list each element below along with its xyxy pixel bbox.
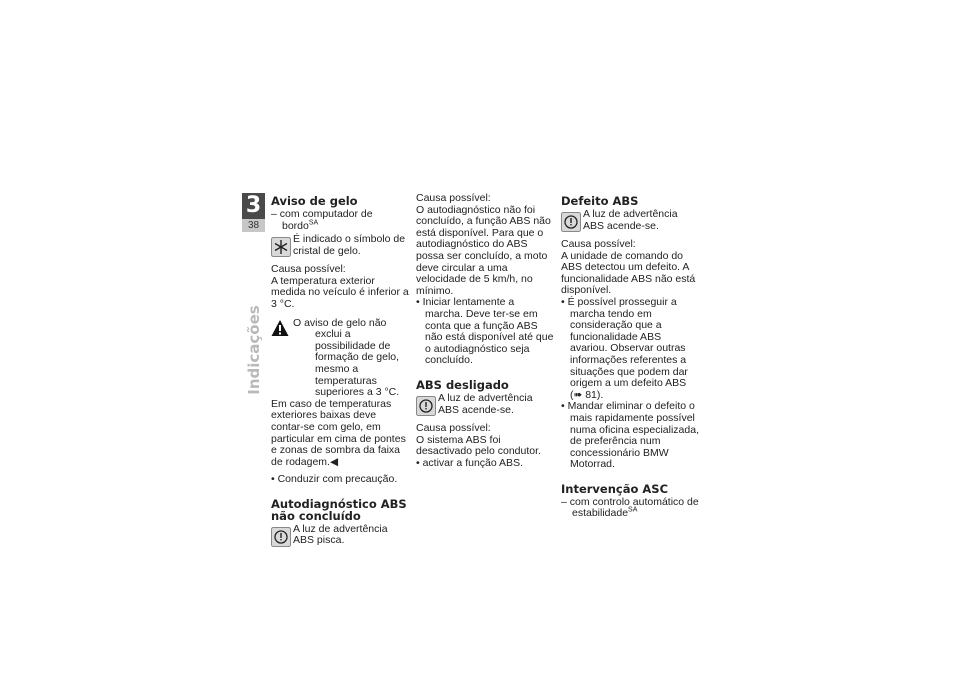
cause-label: Causa possível: [271, 263, 346, 276]
cause-label: Causa possível: [416, 192, 491, 204]
abs-icon-text: A luz de advertência ABS acende-se. [583, 208, 678, 232]
heading-frost-warning: Aviso de gelo [271, 194, 358, 208]
cause-text: O sistema ABS foi desactivado pelo condutor. [416, 433, 541, 458]
cause-text: O autodiagnóstico não foi concluído, a função ABS não está disponível. Para que o autodiagnóstico do ABS possa ser concluído, a moto deve circular a uma velocidade de 5 km/h, no mínimo. [416, 203, 551, 297]
abs-icon-row [561, 209, 699, 233]
abs-warning-icon [416, 396, 436, 416]
heading-autodiag: Autodiagnóstico ABS não concluído [271, 496, 407, 523]
list-item: • É possível prosseguir a marcha tendo em consideração que a funcionalidade ABS avariou. Observar outras informações referentes a situações que podem dar origem a um defeito ABS (➠ 81). [561, 295, 688, 401]
warning-text-2: Em caso de temperaturas exteriores baixas deve contar-se com gelo, em particular em cima de pontes e zonas de sombra da faixa de rodagem.◀ [271, 397, 406, 468]
frost-icon-text: É indicado o símbolo de cristal de gelo. [293, 233, 406, 257]
snowflake-icon [271, 237, 291, 257]
column-1 [271, 195, 409, 548]
chapter-title: Indicações [245, 305, 263, 395]
heading-asc: Intervenção ASC [561, 481, 669, 496]
cause-text: A temperatura exterior medida no veículo é inferior a 3 °C. [271, 274, 409, 310]
abs-icon-text: A luz de advertência ABS pisca. [293, 522, 388, 547]
asc-condition: – com controlo automático de estabilidade$^{SA}$ [561, 495, 699, 520]
chapter-tab [242, 193, 265, 237]
frost-icon-row [271, 234, 409, 258]
cause-label: Causa possível: [561, 238, 636, 250]
column-3 [561, 195, 699, 520]
warning-triangle-icon [271, 319, 289, 337]
page-number: 38 [242, 219, 265, 232]
frost-condition: – com computador de bordo$^{SA}$ [271, 208, 373, 232]
warning-text: O aviso de gelo não exclui a possibilidade de formação de gelo, mesmo a temperaturas superiores a 3 °C. [293, 316, 400, 399]
abs-icon-text: A luz de advertência ABS acende-se. [438, 391, 533, 416]
abs-icon-row [416, 393, 554, 417]
heading-abs-off: ABS desligado [416, 377, 509, 392]
heading-abs-defect: Defeito ABS [561, 194, 639, 208]
cause-text: A unidade de comando do ABS detectou um defeito. A funcionalidade ABS não está disponível. [561, 249, 696, 297]
abs-icon-row [271, 524, 409, 548]
list-item: • Mandar eliminar o defeito o mais rapidamente possível numa oficina especializada, de preferência num concessionário BMW Motorrad. [561, 400, 699, 471]
list-item: • activar a função ABS. [416, 456, 523, 469]
warning-block [271, 318, 409, 469]
list-item: • Iniciar lentamente a marcha. Deve ter-se em conta que a função ABS não está disponível até que o autodiagnóstico seja concluído. [416, 296, 554, 367]
abs-warning-icon [561, 212, 581, 232]
list-item: • Conduzir com precaução. [271, 473, 398, 486]
column-2 [416, 193, 554, 469]
chapter-number: 3 [242, 193, 265, 219]
abs-warning-icon [271, 527, 291, 547]
cause-label: Causa possível: [416, 421, 491, 434]
